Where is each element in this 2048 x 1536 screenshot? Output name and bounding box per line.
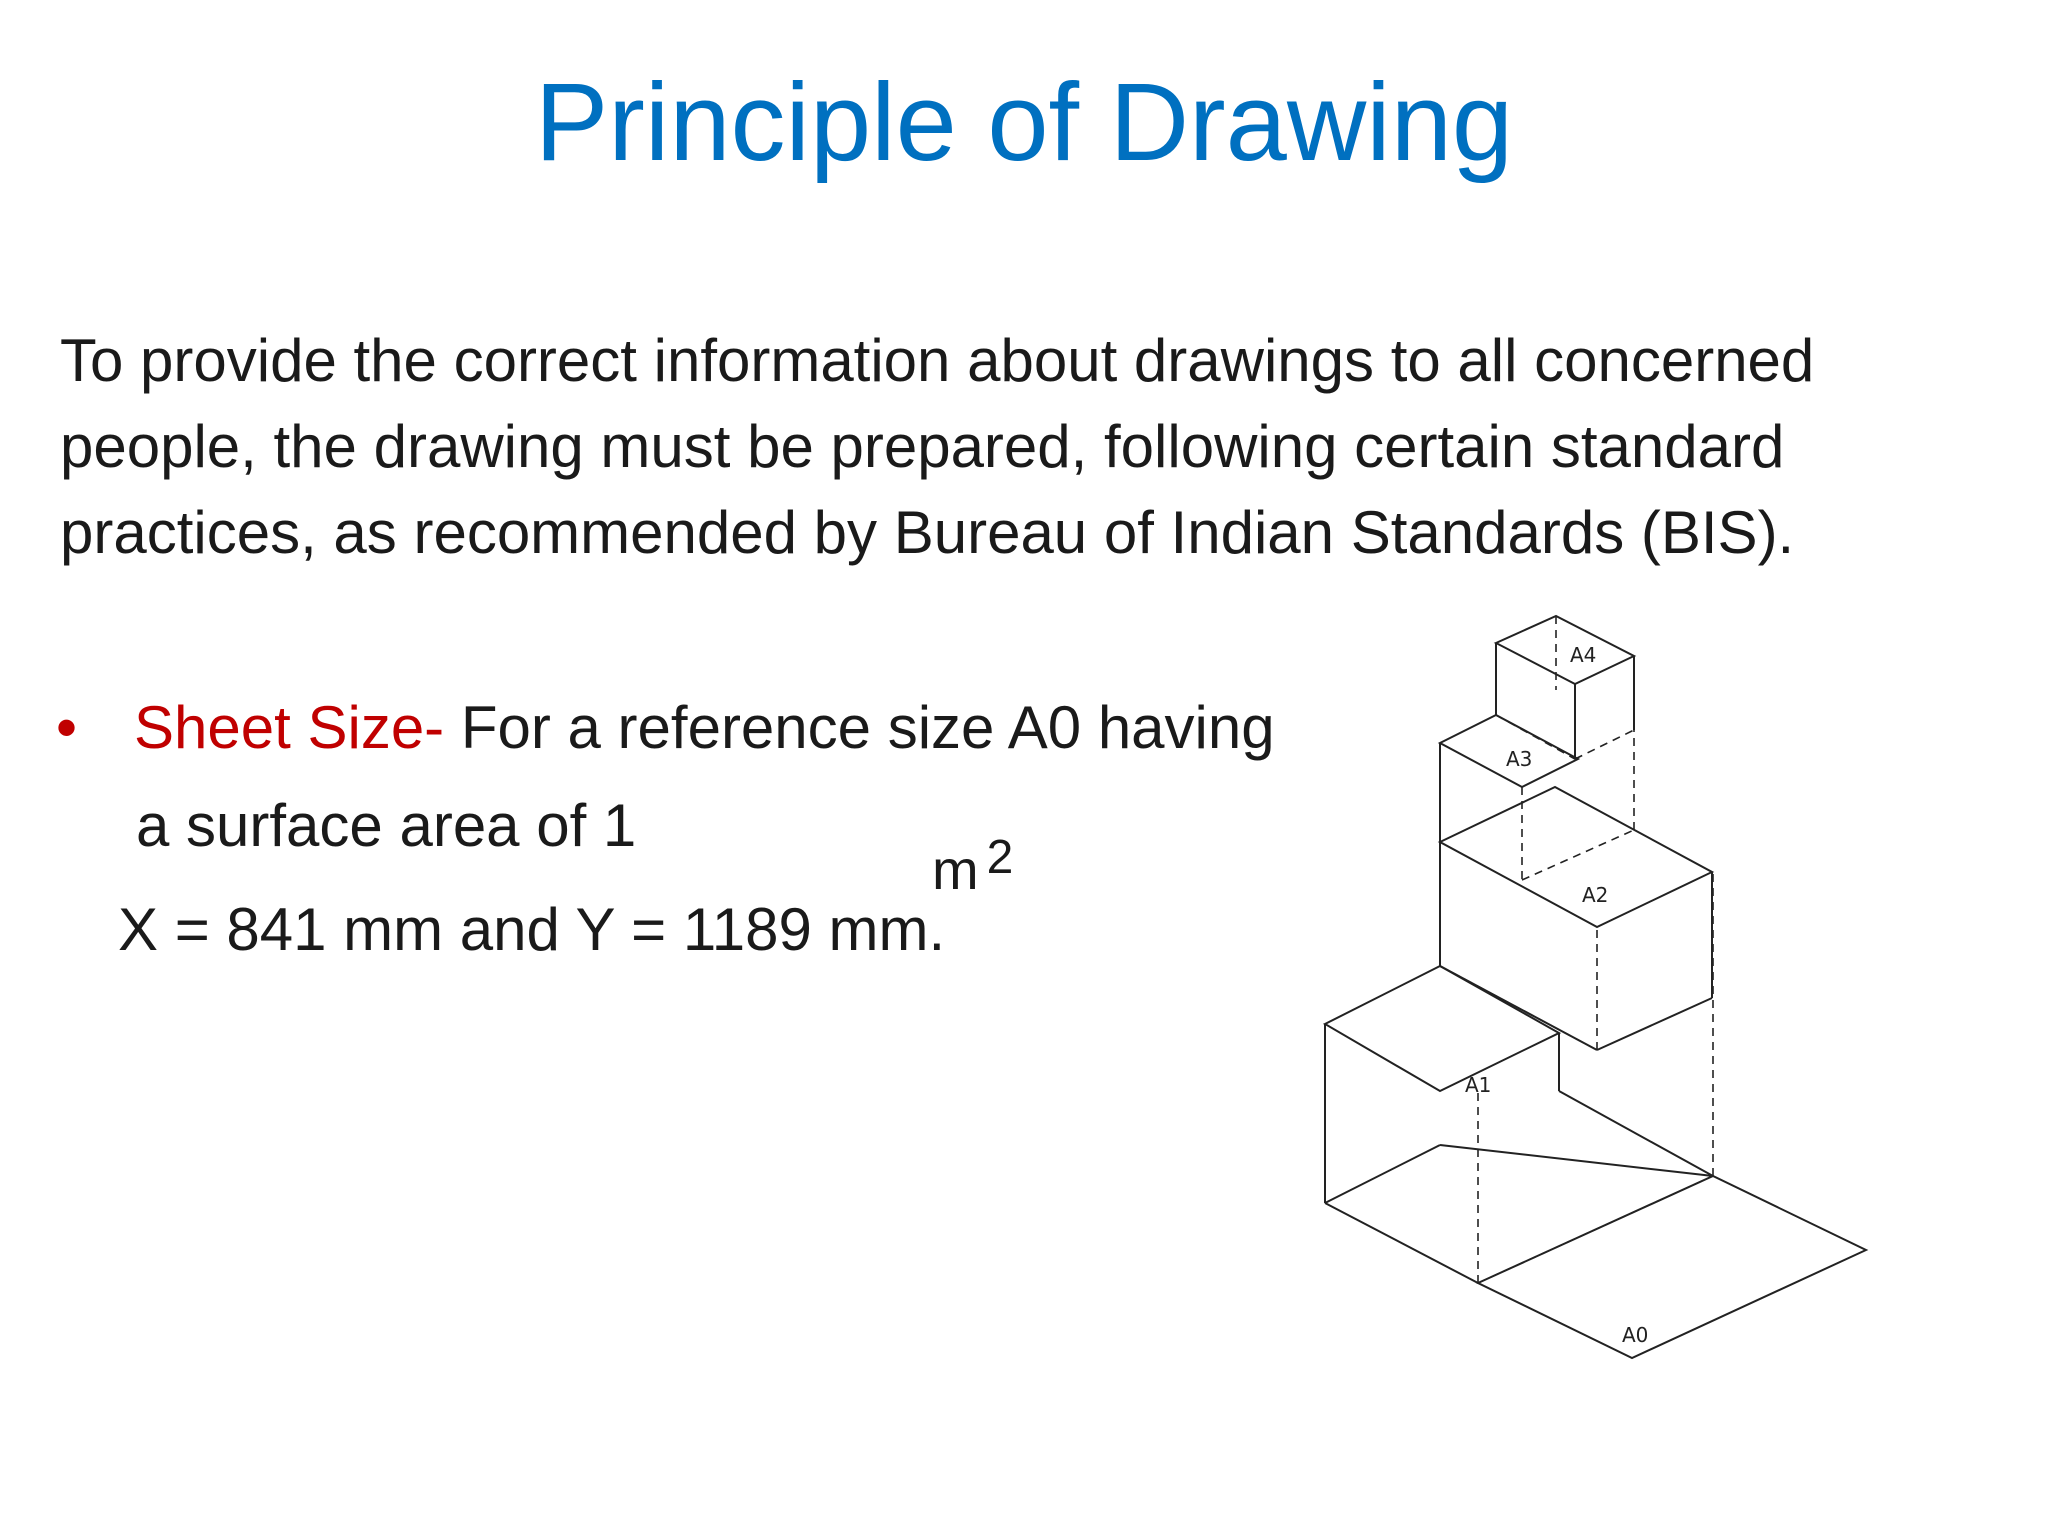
- intro-paragraph: [60, 318, 1960, 576]
- bullet-sheet-size: [56, 688, 1275, 768]
- intro-line: people, the drawing must be prepared, following certain standard: [60, 413, 1785, 480]
- bullet-continuation: a surface area of 1: [136, 792, 637, 859]
- sheet-size-diagram: [1300, 600, 1920, 1370]
- label-a3: A3: [1506, 747, 1533, 771]
- bullet-term: Sheet Size-: [134, 694, 445, 761]
- unit-exponent: 2: [986, 831, 1014, 884]
- label-a0: A0: [1622, 1323, 1649, 1347]
- unit-base: m: [932, 838, 979, 901]
- bullet-text: For a reference size A0 having: [444, 694, 1275, 761]
- slide-title: Principle of Drawing: [534, 61, 1514, 184]
- bullet-marker: •: [56, 694, 78, 761]
- intro-line: To provide the correct information about drawings to all concerned: [60, 327, 1815, 394]
- diagram-hidden-lines: [1440, 616, 1713, 1283]
- diagram-solid-lines: [1325, 616, 1866, 1358]
- label-a1: A1: [1465, 1073, 1492, 1097]
- bullet-dimensions: X = 841 mm and Y = 1189 mm.: [118, 896, 946, 963]
- label-a2: A2: [1582, 883, 1609, 907]
- unit-square-metre: [932, 831, 1014, 909]
- label-a4: A4: [1570, 643, 1597, 667]
- intro-line: practices, as recommended by Bureau of Indian Standards (BIS).: [60, 499, 1795, 566]
